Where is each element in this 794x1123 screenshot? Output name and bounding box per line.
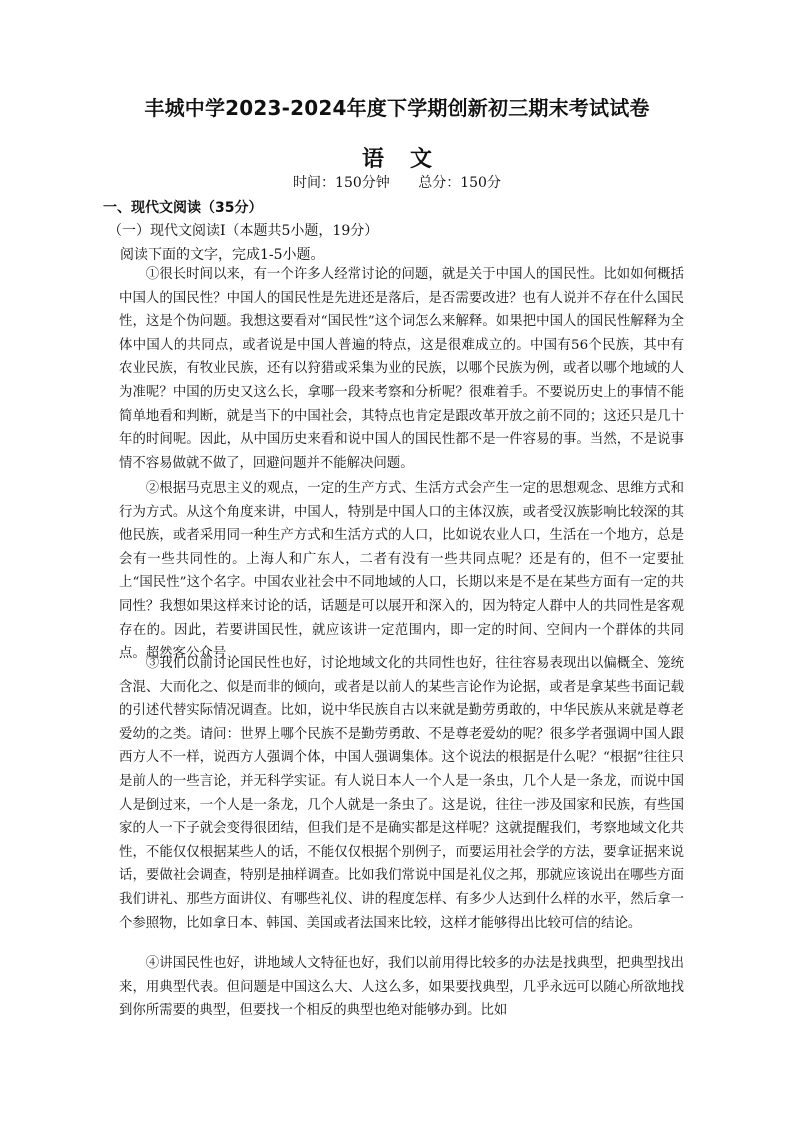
passage-paragraph-2: ②根据马克思主义的观点，一定的生产方式、生活方式会产生一定的思想观念、思维方式和行为方式。从这个角度来讲，中国人，特别是中国人口的主体汉族，或者受汉族影响比较深的其他民族，或者采用同一种生产方式和生活方式的人口，比如说农业人口，生活在一个地方，总是会有一些共同性的。上海人和广东人，二者有没有一些共同点呢？还是有的，但不一定要扯上“国民性”这个名字。中国农业社会中不同地域的人口，长期以来是不是在某些方面有一定的共同性？我想如果这样来讨论的话，话题是可以展开和深入的，因为特定人群中人的共同性是客观存在的。因此，若要讲国民性，就应该讲一定范围内，即一定的时间、空间内一个群体的共同点。超然客公众号	[119, 481, 684, 662]
passage-paragraph-4: ④讲国民性也好，讲地域人文特征也好，我们以前用得比较多的办法是找典型，把典型找出来，用典型代表。但问题是中国这么大、人这么多，如果要找典型，几乎永远可以随心所欲地找到你所需要的典型，但要找一个相反的典型也绝对能够办到。比如	[119, 956, 684, 1019]
section-heading: 一、现代文阅读（35分）	[103, 200, 263, 216]
score-label: 总分：150分	[418, 175, 501, 191]
passage-paragraph-1: ①很长时间以来，有一个许多人经常讨论的问题，就是关于中国人的国民性。比如如何概括中国人的国民性？中国人的国民性是先进还是落后，是否需要改进？也有人说并不存在什么国民性，这是个伪问题。我想这要看对“国民性”这个词怎么来解释。如果把中国人的国民性解释为全体中国人的共同点，或者说是中国人普遍的特点，这是很难成立的。中国有56个民族，其中有农业民族，有牧业民族，还有以狩猎或采集为业的民族，以哪个民族为例，或者以哪个地域的人为准呢？中国的历史又这么长，拿哪一段来考察和分析呢？很难着手。不要说历史上的事情不能简单地看和判断，就是当下的中国社会，其特点也肯定是跟改革开放之前不同的；这还只是几十年的时间呢。因此，从中国历史来看和说中国人的国民性都不是一件容易的事。当然，不是说事情不容易做就不做了，回避问题并不能解决问题。	[119, 267, 684, 471]
section-subheading: （一）现代文阅读Ⅰ（本题共5小题，19分）	[108, 223, 379, 239]
subject-title: 语文	[361, 147, 458, 172]
exam-title: 丰城中学2023-2024年度下学期创新初三期末考试试卷	[144, 96, 650, 120]
exam-meta	[0, 172, 794, 192]
reading-instruction: 阅读下面的文字，完成1-5小题。	[120, 247, 325, 263]
passage-paragraph-3: ③我们以前讨论国民性也好，讨论地域文化的共同性也好，往往容易表现出以偏概全、笼统含混、大而化之、似是而非的倾向，或者是以前人的某些言论作为论据，或者是拿某些书面记载的引述代替实际情况调查。比如，说中华民族自古以来就是勤劳勇敢的，中华民族从来就是尊老爱幼的之类。请问：世界上哪个民族不是勤劳勇敢、不是尊老爱幼的呢？很多学者强调中国人跟西方人不一样，说西方人强调个体，中国人强调集体。这个说法的根据是什么呢？“根据”往往只是前人的一些言论，并无科学实证。有人说日本人一个人是一条虫，几个人是一条龙，而说中国人是倒过来，一个人是一条龙，几个人就是一条虫了。这是说，往往一涉及国家和民族，有些国家的人一下子就会变得很团结，但我们是不是确实都是这样呢？这就提醒我们，考察地域文化共性，不能仅仅根据某些人的话，不能仅仅根据个别例子，而要运用社会学的方法，要拿证据来说话，要做社会调查，特别是抽样调查。比如我们常说中国是礼仪之邦，那就应该说出在哪些方面我们讲礼、那些方面讲仪、有哪些礼仪、讲的程度怎样、有多少人达到什么样的水平，然后拿一个参照物，比如拿日本、韩国、美国或者法国来比较，这样才能够得出比较可信的结论。	[119, 656, 684, 931]
time-label: 时间：150分钟	[293, 175, 390, 191]
